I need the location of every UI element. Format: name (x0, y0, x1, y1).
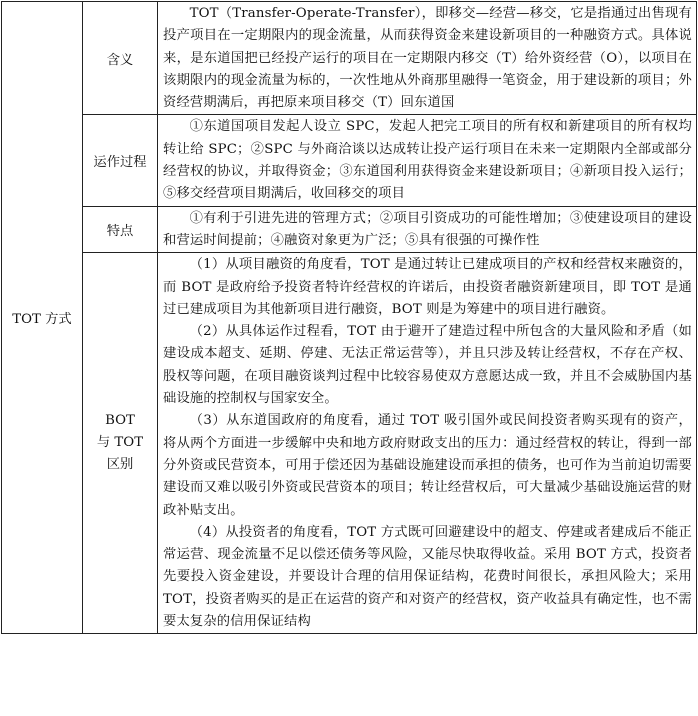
difference-paragraph-3: （3）从东道国政府的角度看，通过 TOT 吸引国外或民间投资者购买现有的资产，将从两个方面进一步缓解中央和地方政府财政支出的压力：通过经营权的转让，得到一部分外资或民营资本，可用于偿还因为基础设施建设而承担的债务，也可作为当前迫切需要建设而又难以吸引外资或民营资本的项目；转让经营权后，可大量减少基础设施运营的财政补贴支出。 (163, 413, 692, 518)
label-bot-tot-difference (83, 253, 158, 634)
tot-table (1, 1, 697, 634)
difference-paragraph-1: （1）从项目融资的角度看，TOT 是通过转让已建成项目的产权和经营权来融资的，而 BOT 是政府给予投资者特许经营权的许诺后，由投资者融资新建项目，即 TOT 是通过已建成项目为其他新项目进行融资，BOT 则是为筹建中的项目进行融资。 (163, 257, 692, 317)
main-label-tot: TOT 方式 (2, 2, 83, 634)
label-operation-process: 运作过程 (83, 115, 158, 206)
label-meaning: 含义 (83, 2, 158, 115)
label-line-2: 与 TOT (96, 435, 144, 451)
difference-paragraph-4: （4）从投资者的角度看，TOT 方式既可回避建设中的超支、停建或者建成后不能正常运营、现金流量不足以偿还债务等风险，又能尽快取得收益。采用 BOT 方式，投资者先要投入资金建设，并要设计合理的信用保证结构，花费时间很长，承担风险大；采用 TOT，投资者购买的是正在运营的资产和对资产的经营权，资产收益具有确定性，也不需要太复杂的信用保证结构 (163, 524, 692, 630)
difference-paragraph-2: （2）从具体运作过程看，TOT 由于避开了建造过程中所包含的大量风险和矛盾（如建设成本超支、延期、停建、无法正常运营等），并且只涉及转让经营权，不存在产权、股权等问题，在项目融资谈判过程中比较容易使双方意愿达成一致，并且不会威胁国内基础设施的控制权与国家安全。 (163, 324, 692, 407)
label-line-3: 区别 (106, 457, 134, 473)
label-features: 特点 (83, 206, 158, 253)
content-bot-tot-difference (158, 253, 697, 634)
row-features (2, 206, 697, 253)
content-meaning (158, 2, 697, 115)
content-features (158, 206, 697, 253)
meaning-paragraph: TOT（Transfer-Operate-Transfer），即移交—经营—移交，它是指通过出售现有投产项目在一定期限内的现金流量，从而获得资金来建设新项目的一种融资方式。具体说来，是东道国把已经投产运行的项目在一定期限内移交（T）给外资经营（O），以项目在该期限内的现金流量为标的，一次性地从外商那里融得一笔资金，用于建设新的项目；外资经营期满后，再把原来项目移交（T）回东道国 (163, 6, 692, 111)
label-line-1: BOT (105, 413, 135, 429)
row-bot-tot-difference (2, 253, 697, 634)
features-paragraph: ①有利于引进先进的管理方式；②项目引资成功的可能性增加；③使建设项目的建设和营运时间提前；④融资对象更为广泛；⑤具有很强的可操作性 (163, 210, 692, 248)
operation-paragraph: ①东道国项目发起人设立 SPC，发起人把完工项目的所有权和新建项目的所有权均转让给 SPC；②SPC 与外商洽谈以达成转让投产运行项目在未来一定期限内全部或部分经营权的协议，并取得资金；③东道国利用获得资金来建设新项目；④新项目投入运行；⑤移交经营项目期满后，收回移交的项目 (163, 119, 692, 202)
row-meaning (2, 2, 697, 115)
content-operation-process (158, 115, 697, 206)
row-operation-process (2, 115, 697, 206)
